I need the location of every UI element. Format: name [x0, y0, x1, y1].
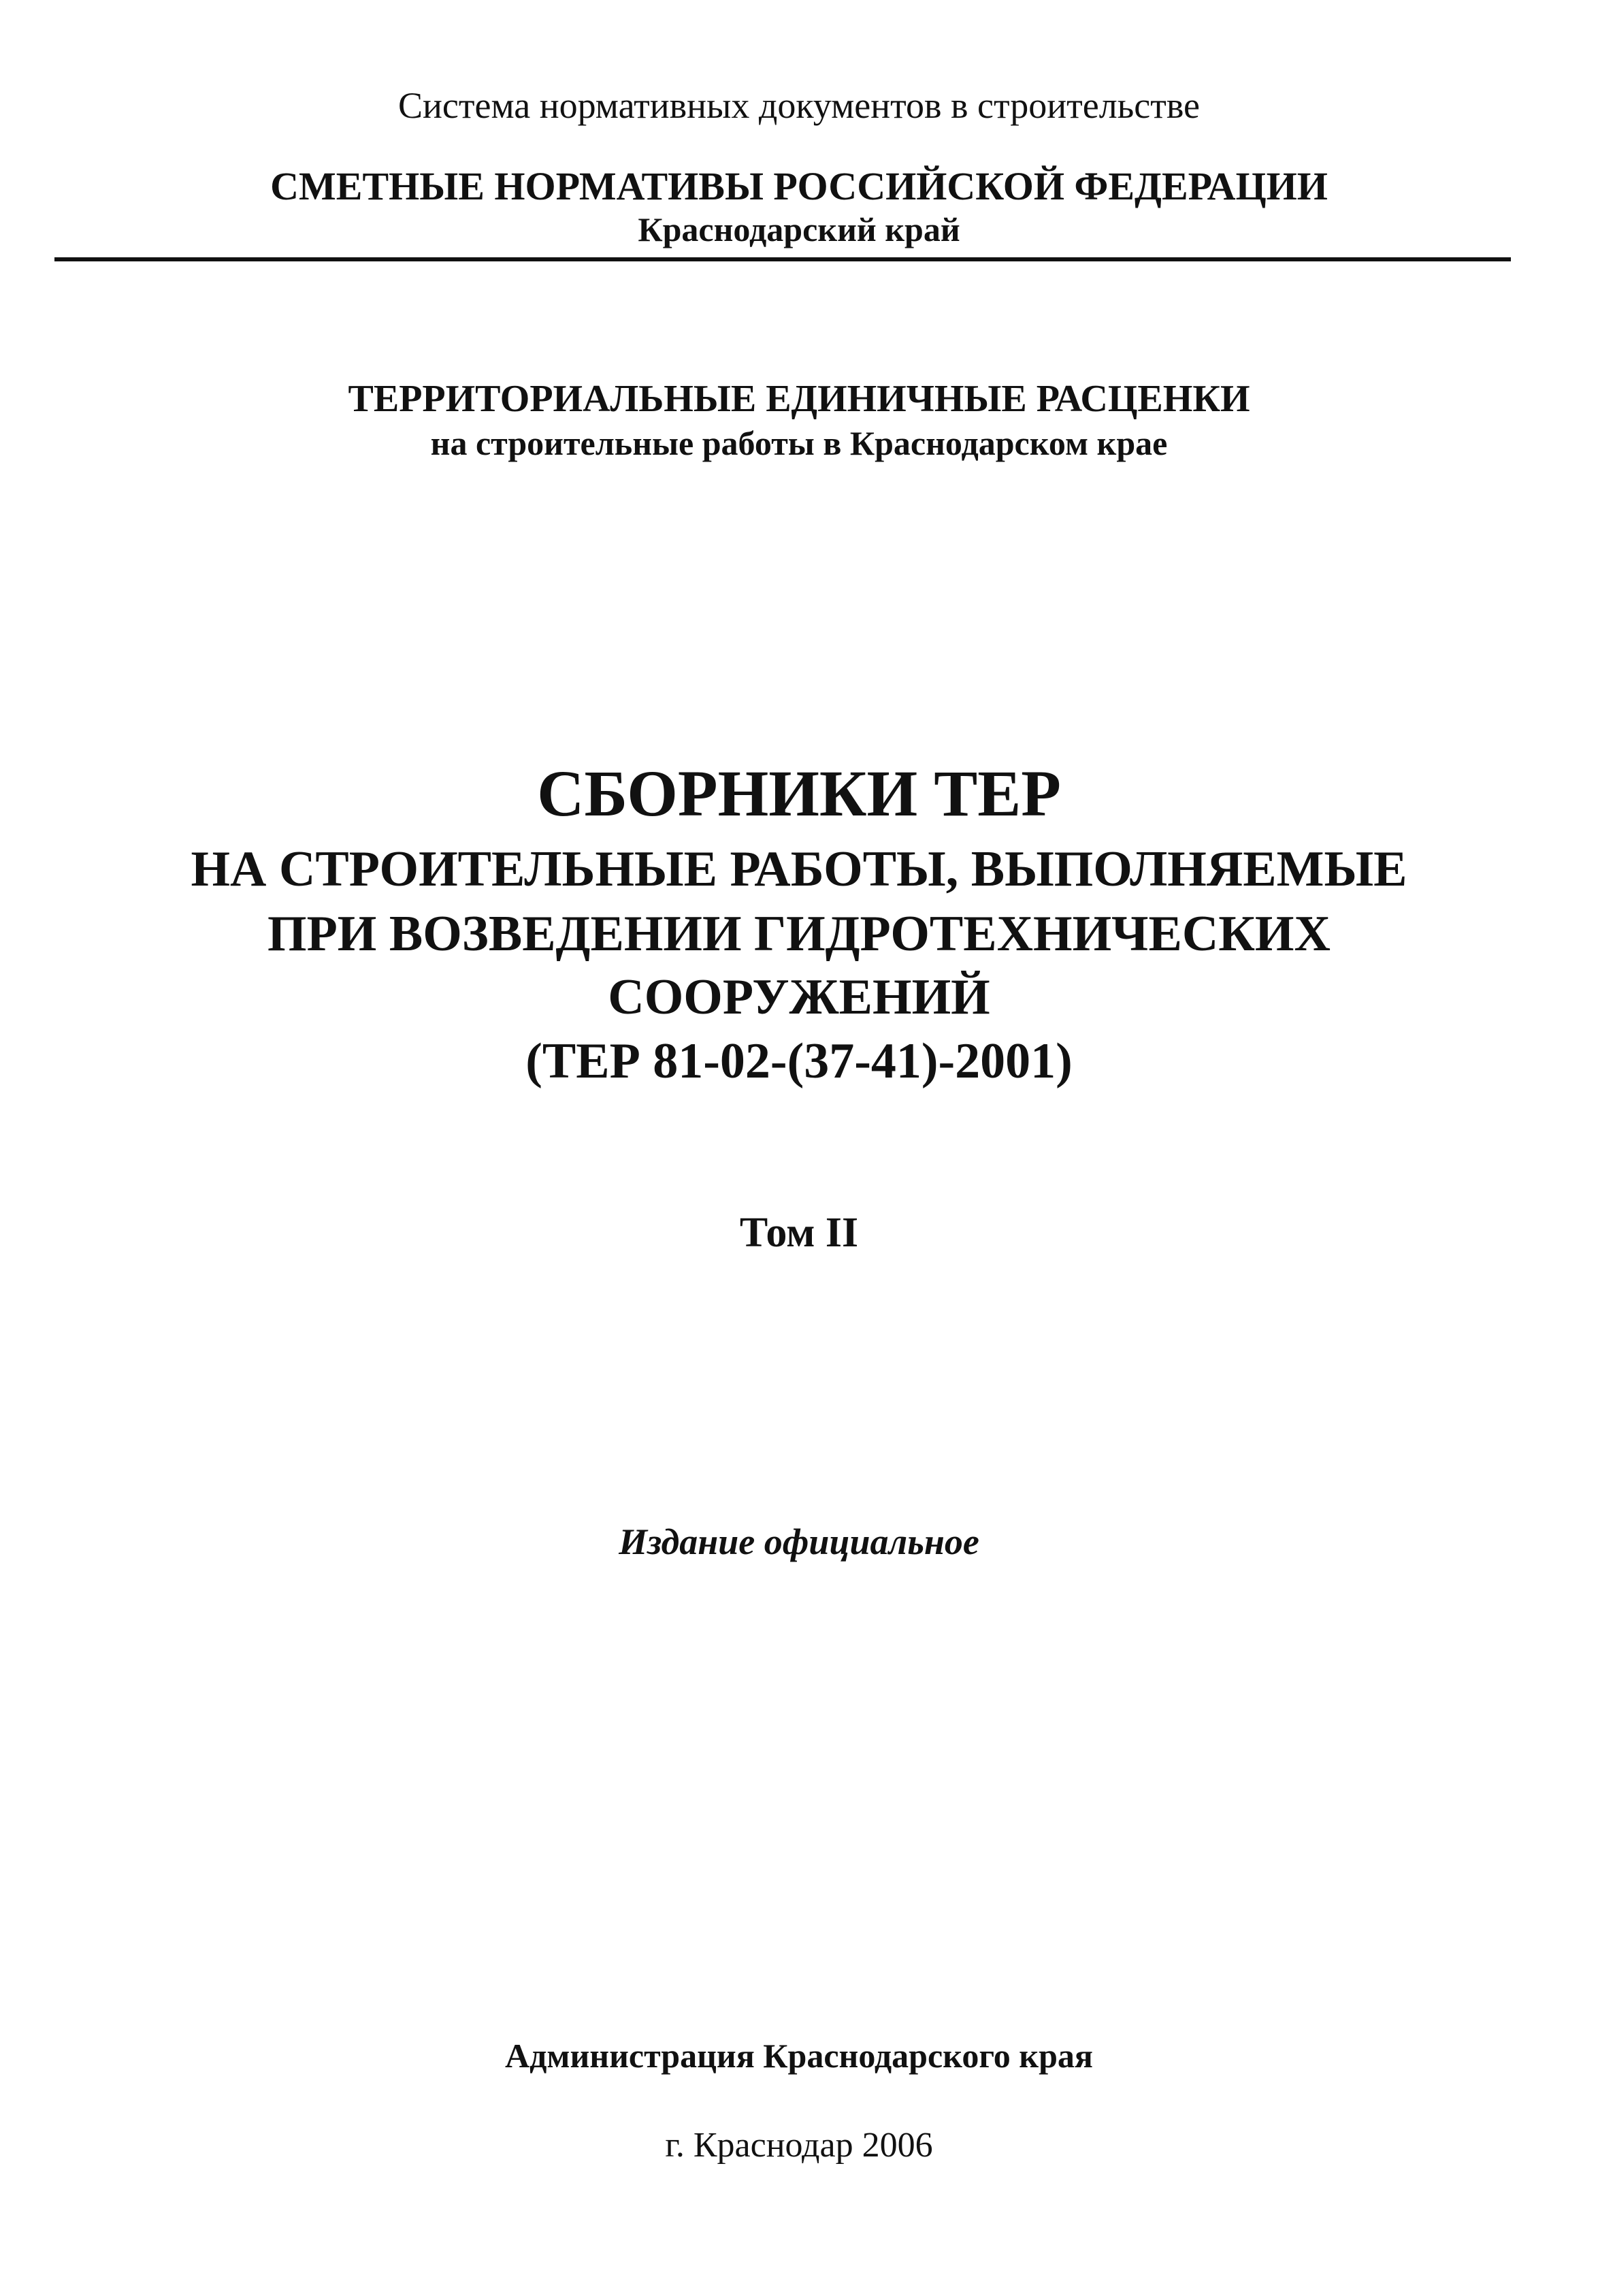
publisher-label: Администрация Краснодарского края [505, 2037, 1093, 2075]
region-label: Краснодарский край [638, 210, 960, 248]
edition-label: Издание официальное [619, 1521, 979, 1562]
rates-subtitle: на строительные работы в Краснодарском крае [430, 424, 1168, 462]
system-caption: Система нормативных документов в строительстве [398, 85, 1200, 126]
main-title-line2: НА СТРОИТЕЛЬНЫЕ РАБОТЫ, ВЫПОЛНЯЕМЫЕ [191, 841, 1407, 897]
volume-label: Том II [739, 1210, 859, 1256]
norms-title: СМЕТНЫЕ НОРМАТИВЫ РОССИЙСКОЙ ФЕДЕРАЦИИ [270, 164, 1328, 208]
main-title-line3: ПРИ ВОЗВЕДЕНИИ ГИДРОТЕХНИЧЕСКИХ [267, 906, 1331, 962]
document-code: (ТЕР 81-02-(37-41)-2001) [525, 1033, 1073, 1089]
main-title-line4: СООРУЖЕНИЙ [608, 969, 990, 1025]
header-divider [54, 257, 1511, 261]
place-year-label: г. Краснодар 2006 [665, 2126, 933, 2165]
rates-title: ТЕРРИТОРИАЛЬНЫЕ ЕДИНИЧНЫЕ РАСЦЕНКИ [348, 378, 1250, 420]
main-title: СБОРНИКИ ТЕР [537, 757, 1061, 830]
